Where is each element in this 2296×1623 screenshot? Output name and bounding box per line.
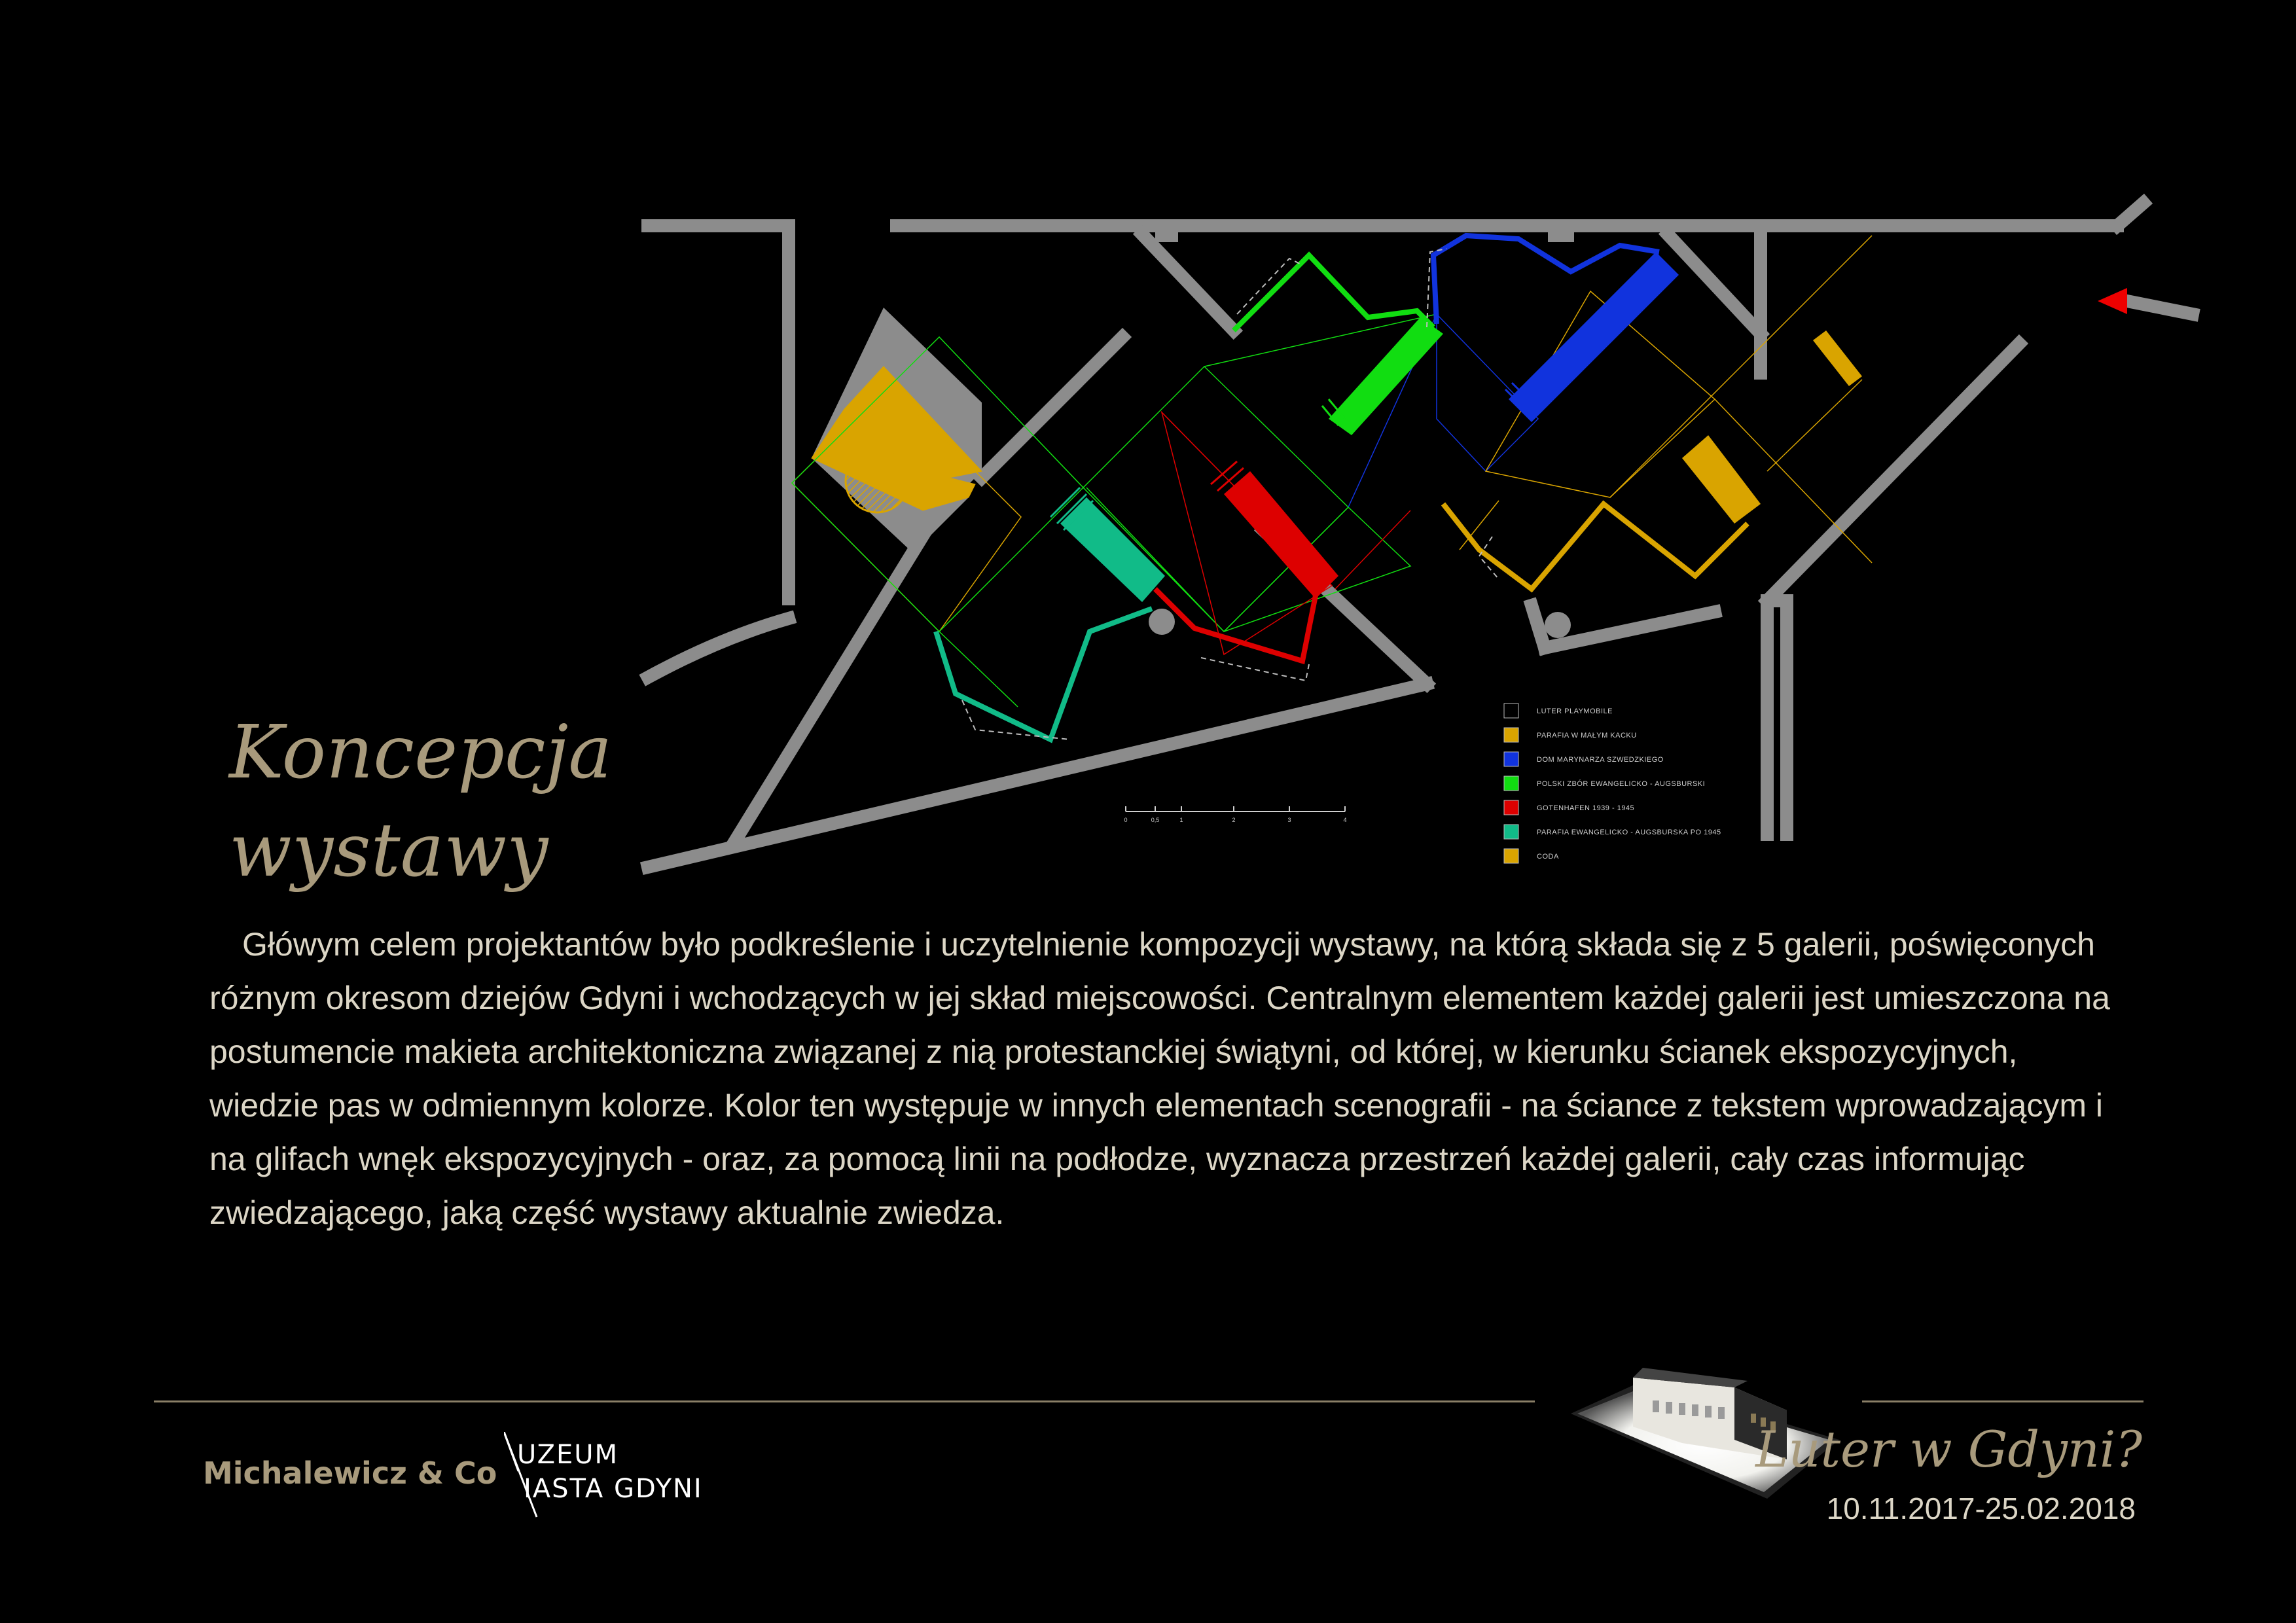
scale-bar [1126, 806, 1345, 812]
walls [648, 203, 2193, 867]
legend [1504, 704, 1721, 863]
legend-label: PARAFIA EWANGELICKO - AUGSBURSKA PO 1945 [1537, 829, 1721, 836]
scale-label: 3 [1287, 817, 1291, 823]
column-left [1149, 609, 1175, 635]
legend-swatch [1504, 825, 1518, 839]
hatched-circle [846, 450, 908, 512]
legend-label: POLSKI ZBÓR EWANGELICKO - AUGSBURSKI [1537, 780, 1706, 788]
legend-swatch [1504, 776, 1518, 791]
legend-swatch [1504, 728, 1518, 742]
red-band [1224, 471, 1338, 599]
footer-rule-right [1862, 1400, 2144, 1402]
scale-label: 0 [1124, 817, 1128, 823]
exhibition-title: Luter w Gdyni? [1755, 1420, 2142, 1478]
teal-band [1060, 497, 1165, 602]
exhibition-dates: 10.11.2017-25.02.2018 [1826, 1491, 2136, 1525]
footer-rule-left [154, 1400, 1535, 1402]
scale-label: 2 [1232, 817, 1236, 823]
legend-swatch [1504, 800, 1518, 815]
legend-label: LUTER PLAYMOBILE [1537, 707, 1613, 715]
brand-logo: Michalewicz & Co [203, 1455, 497, 1491]
entrance-marker [2098, 288, 2127, 314]
yellow-coda-band [1682, 435, 1761, 524]
legend-label: GOTENHAFEN 1939 - 1945 [1537, 804, 1635, 812]
scale-label: 4 [1343, 817, 1347, 823]
museum-logo [504, 1432, 726, 1524]
title-line-1: Koncepcja [229, 710, 613, 795]
page-title [229, 704, 612, 900]
legend-label: DOM MARYNARZA SZWEDZKIEGO [1537, 756, 1664, 764]
scale-label: 0,5 [1151, 817, 1160, 823]
title-line-2: wystawy [229, 808, 548, 893]
legend-swatch [1504, 704, 1518, 718]
legend-label: PARAFIA W MAŁYM KACKU [1537, 732, 1637, 740]
column-right [1545, 612, 1571, 638]
scale-label: 1 [1179, 817, 1183, 823]
legend-swatch [1504, 849, 1518, 863]
blue-band [1509, 252, 1679, 422]
legend-label: CODA [1537, 853, 1559, 861]
description-paragraph: Główym celem projektantów było podkreślenie i uczytelnienie kompozycji wystawy, na którą składa się z 5 galerii, poświęconych różnym okresom dziejów Gdyni i wchodzących w jej skład miejscowości. Centralnym elementem każdej galerii jest umieszczona na postumencie makieta architektoniczna związanej z nią protestanckiej świątyni, od której, w kierunku ścianek ekspozycyjnych, wiedzie pas w odmiennym kolorze. Kolor ten występuje w innych elementach scenografii - na ściance z tekstem wprowadzającym i na glifach wnęk ekspozycyjnych - oraz, za pomocą linii na podłodze, wyznacza przestrzeń każdej galerii, cały czas informując zwiedzającego, jaką część wystawy aktualnie zwiedza. [209, 926, 2110, 1231]
museum-logo-line-1: UZEUM [517, 1440, 619, 1470]
legend-swatch [1504, 752, 1518, 766]
museum-logo-line-2: IASTA GDYNI [524, 1474, 703, 1504]
